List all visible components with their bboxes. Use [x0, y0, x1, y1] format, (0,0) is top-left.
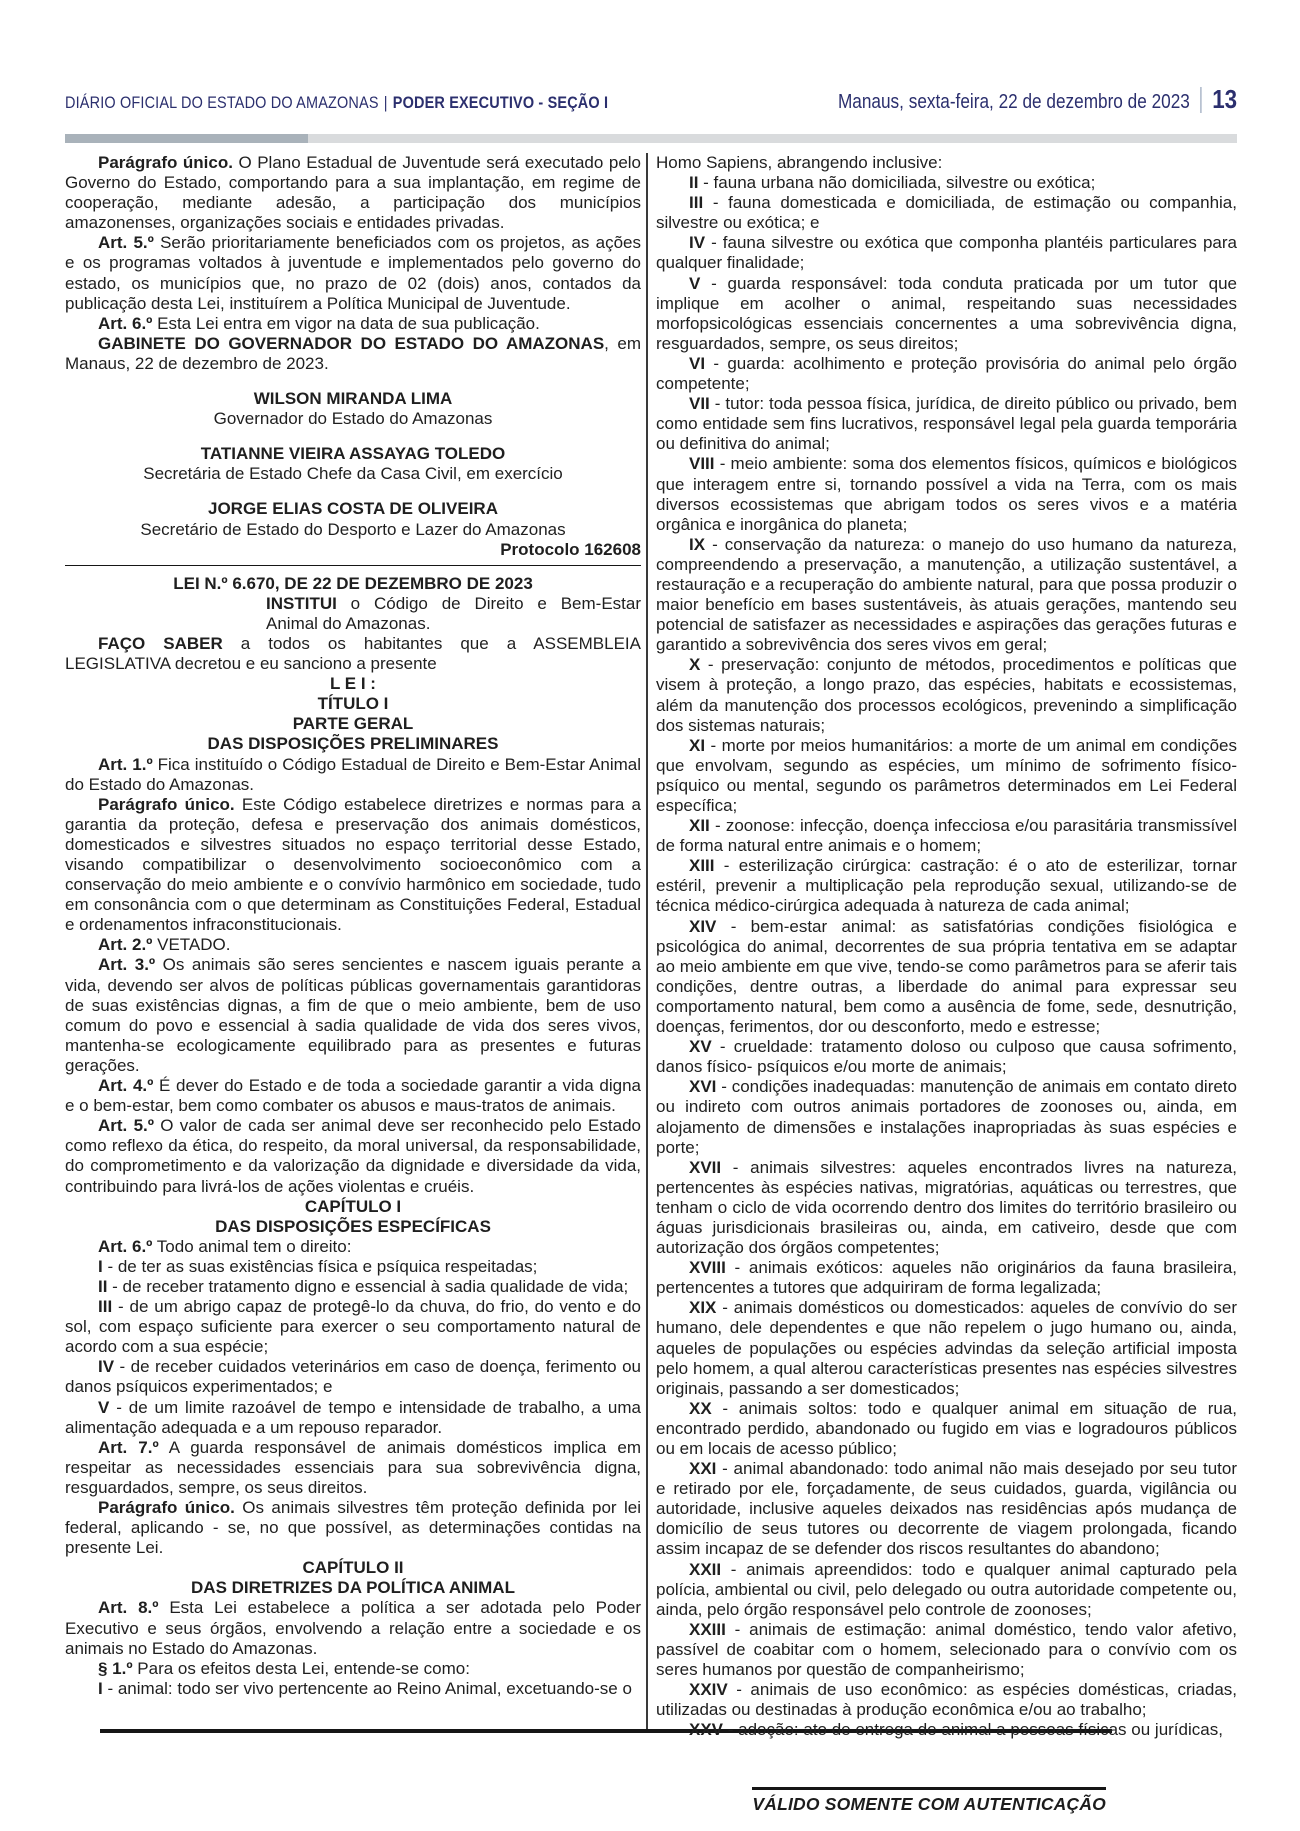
paragraph-lead: I — [98, 1678, 103, 1698]
centered-heading: TATIANNE VIEIRA ASSAYAG TOLEDO — [200, 444, 506, 464]
paragraph: Art. 7.º A guarda responsável de animais domésticos implica em respeitar as necessidades essenciais para sua sobrevivência digna, resguardados, sempre, os seus direitos. — [65, 1437, 641, 1497]
paragraph: VII - tutor: toda pessoa física, jurídica, de direito público ou privado, bem como entidade sem fins lucrativos, responsável legal pela guarda temporária ou definitiva do animal; — [656, 394, 1237, 454]
paragraph-lead: XI — [689, 735, 706, 755]
text-columns — [65, 153, 1237, 1740]
paragraph-lead: IX — [689, 534, 706, 554]
law-summary: INSTITUI o Código de Direito e Bem-Estar Animal do Amazonas. — [266, 593, 641, 633]
paragraph: I - de ter as suas existências física e psíquica respeitadas; — [98, 1256, 538, 1276]
paragraph: XIX - animais domésticos ou domesticados: aqueles de convívio do ser humano, dele dependentes e que não repelem o jugo humano ou, ainda, aqueles de populações ou espécies advindas da seleção artificial imposta pelo homem, a qual alterou características presentes nas espécies silvestres originais, passando a ser domesticados; — [656, 1298, 1237, 1398]
paragraph-lead: XVIII — [689, 1258, 726, 1278]
centered-heading: LEI N.º 6.670, DE 22 DE DEZEMBRO DE 2023 — [173, 573, 533, 593]
paragraph-lead: VIII — [689, 454, 715, 474]
paragraph: XXI - animal abandonado: todo animal não mais desejado por seu tutor e retirado por ele, forçadamente, de seus cuidados, guarda, vigilância ou autoridade, inclusive aqueles deixados nas residências após mudança de domicílio de seus tutores ou decorrente de viagem prolongada, ficando assim incapaz de se defender dos riscos resultantes do abandono; — [656, 1459, 1237, 1559]
paragraph-lead: XIV — [689, 916, 717, 936]
paragraph: Art. 8.º Esta Lei estabelece a política a ser adotada pelo Poder Executivo e seus órgãos, envolvendo a relação entre a sociedade e os animais no Estado do Amazonas. — [65, 1598, 641, 1658]
paragraph-lead: XVI — [689, 1077, 717, 1097]
paragraph: Art. 3.º Os animais são seres sencientes e nascem iguais perante a vida, devendo ser alvos de políticas públicas governamentais garantidoras de suas existências dignas, a fim de que o meio ambiente, bem de uso comum do povo e essencial à sadia qualidade de vida dos seres vivos, mantenha-se ecologicamente equilibrado para as presentes e futuras gerações. — [65, 955, 642, 1075]
paragraph: IV - de receber cuidados veterinários em caso de doença, ferimento ou danos psíquicos experimentados; e — [65, 1357, 641, 1397]
paragraph-lead: XII — [689, 816, 710, 836]
paragraph: GABINETE DO GOVERNADOR DO ESTADO DO AMAZONAS, em Manaus, 22 de dezembro de 2023. — [65, 333, 641, 373]
paragraph-lead: III — [689, 193, 704, 213]
paragraph-lead: IV — [689, 233, 706, 253]
spacer — [65, 429, 641, 444]
paragraph-lead: Parágrafo único. — [98, 153, 233, 172]
paragraph: V - guarda responsável: toda conduta praticada por um tutor que implique em acolher o animal, respeitando suas necessidades morfopsicológicas essenciais concernentes a uma sobrevivência digna, resguardados, sempre, os seus direitos; — [656, 273, 1237, 353]
paragraph-lead: Parágrafo único. — [98, 1498, 235, 1517]
paragraph: Art. 5.º Serão prioritariamente beneficiados com os projetos, as ações e os programas voltados à juventude e implementados pelo governo do estado, os municípios que, no prazo de 02 (dois) anos, contados da publicação desta Lei, instituírem a Política Municipal de Juventude. — [65, 233, 641, 313]
paragraph-lead: Art. 5.º — [98, 1116, 154, 1136]
spacer — [65, 374, 641, 389]
paragraph-lead: Art. 8.º — [98, 1598, 159, 1618]
paragraph-lead: IV — [98, 1357, 115, 1377]
paragraph-lead: INSTITUI — [266, 593, 337, 613]
paragraph-lead: XXV — [689, 1720, 724, 1740]
paragraph-lead: Art. 1.º — [98, 754, 153, 774]
centered-heading: DAS DISPOSIÇÕES PRELIMINARES — [207, 734, 499, 754]
paragraph: XXIV - animais de uso econômico: as espécies domésticas, criadas, utilizadas ou destinadas à produção econômica e/ou ao trabalho; — [656, 1680, 1237, 1720]
centered-heading: WILSON MIRANDA LIMA — [253, 389, 453, 409]
paragraph-lead: XXIII — [689, 1619, 726, 1639]
paragraph-lead: II — [689, 173, 699, 193]
paragraph-lead: Parágrafo único. — [98, 794, 235, 814]
paragraph: IV - fauna silvestre ou exótica que componha plantéis particulares para qualquer finalidade; — [656, 233, 1237, 273]
paragraph: XVIII - animais exóticos: aqueles não originários da fauna brasileira, pertencentes a tutores que adquiriram de forma legalizada; — [656, 1258, 1237, 1298]
paragraph-lead: II — [98, 1276, 108, 1296]
paragraph-lead: VII — [689, 394, 710, 414]
paragraph: Art. 4.º É dever do Estado e de toda a sociedade garantir a vida digna e o bem-estar, bem como combater os abusos e maus-tratos de animais. — [65, 1076, 642, 1116]
paragraph: Art. 6.º Esta Lei entra em vigor na data de sua publicação. — [98, 313, 540, 333]
paragraph: III - de um abrigo capaz de protegê-lo da chuva, do frio, do vento e do sol, com espaço suficiente para exercer o seu comportamento natural de acordo com a sua espécie; — [65, 1297, 641, 1357]
paragraph-lead: I — [98, 1256, 103, 1276]
paragraph: § 1.º Para os efeitos desta Lei, entende-se como: — [98, 1658, 470, 1678]
paragraph: Parágrafo único. Este Código estabelece diretrizes e normas para a garantia da proteção, defesa e preservação dos animais domésticos, domesticados e silvestres situados no espaço territorial desse Estado, visando compatibilizar o desenvolvimento socioeconômico com a conservação do meio ambiente e o convívio harmônico em sociedade, tudo em consonância com o que determinam as Constituições Federal, Estadual e ordenamentos infraconstitucionais. — [65, 794, 642, 935]
paragraph: VI - guarda: acolhimento e proteção provisória do animal pelo órgão competente; — [656, 353, 1237, 394]
bar-light-segment — [308, 134, 1237, 143]
paragraph: Art. 5.º O valor de cada ser animal deve ser reconhecido pelo Estado como reflexo da ética, do respeito, da moral universal, da responsabilidade, do comprometimento e da valorização da dignidade e diversidade da vida, contribuindo para livrá-los de ações violentas e cruéis. — [65, 1116, 641, 1196]
paragraph: III - fauna domesticada e domiciliada, de estimação ou companhia, silvestre ou exótica; e — [656, 193, 1237, 233]
spacer — [65, 484, 641, 499]
paragraph: XVII - animais silvestres: aqueles encontrados livres na natureza, pertencentes às espécies nativas, migratórias, aquáticas ou terrestres, que tenham o ciclo de vida ocorrendo dentro dos limites do território brasileiro ou águas jurisdicionais brasileiras ou, ainda, em cativeiro, desde que com autorização dos órgãos competentes; — [656, 1157, 1237, 1258]
paragraph-lead: Art. 7.º — [98, 1437, 159, 1457]
centered-heading: DAS DIRETRIZES DA POLÍTICA ANIMAL — [191, 1578, 515, 1598]
section-title: PODER EXECUTIVO - SEÇÃO I — [392, 93, 609, 112]
paragraph-lead: Art. 5.º — [98, 233, 154, 253]
header-bar — [65, 134, 1237, 143]
paragraph: II - fauna urbana não domiciliada, silvestre ou exótica; — [689, 173, 1096, 193]
masthead-separator: | — [383, 93, 388, 112]
paragraph: XXII - animais apreendidos: todo e qualquer animal capturado pela polícia, ambiental ou civil, pelo delegado ou outra autoridade competente ou, ainda, pelo órgão responsável pelo controle de zoonoses; — [656, 1559, 1237, 1619]
paragraph: VIII - meio ambiente: soma dos elementos físicos, químicos e biológicos que interagem entre si, tornando possível a vida na Terra, com os mais diversos ecossistemas que abrigam todos os seres vivos e a matéria orgânica e inorgânica do planeta; — [656, 454, 1237, 534]
paragraph: XV - crueldade: tratamento doloso ou culposo que causa sofrimento, danos físico- psíquicos e/ou morte de animais; — [656, 1037, 1237, 1077]
paragraph: XXIII - animais de estimação: animal doméstico, tendo valor afetivo, passível de coabitar com o homem, selecionado para o convívio com os seres humanos por questão de companheirismo; — [656, 1619, 1237, 1680]
paragraph: X - preservação: conjunto de métodos, procedimentos e políticas que visem à proteção, a longo prazo, das espécies, habitats e ecossistemas, além da manutenção dos processos ecológicos, prevenindo a simplificação dos sistemas naturais; — [656, 655, 1237, 735]
masthead — [65, 93, 608, 113]
centered-heading: Secretário de Estado do Desporto e Lazer do Amazonas — [140, 519, 566, 539]
masthead-title: DIÁRIO OFICIAL DO ESTADO DO AMAZONAS — [65, 93, 379, 112]
paragraph: XXV - adoção: ato de entrega de animal a pessoas físicas ou jurídicas, — [689, 1720, 1223, 1740]
paragraph: XII - zoonose: infecção, doença infecciosa e/ou parasitária transmissível de forma natural entre animais e o homem; — [656, 816, 1237, 856]
paragraph: XI - morte por meios humanitários: a morte de um animal em condições que envolvam, segundo as espécies, um mínimo de sofrimento físico-psíquico ou mental, segundo os parâmetros determinados em Lei Federal específica; — [656, 735, 1237, 815]
paragraph: FAÇO SABER a todos os habitantes que a ASSEMBLEIA LEGISLATIVA decretou e eu sanciono a presente — [65, 633, 641, 674]
centered-heading: CAPÍTULO II — [302, 1558, 404, 1578]
paragraph-lead: Art. 4.º — [98, 1076, 154, 1096]
centered-heading: TÍTULO I — [317, 694, 389, 714]
paragraph-lead: XIII — [689, 856, 715, 876]
paragraph-lead: XXII — [689, 1559, 722, 1579]
paragraph: Art. 6.º Todo animal tem o direito: — [98, 1236, 352, 1256]
centered-heading: PARTE GERAL — [292, 714, 414, 734]
paragraph: Art. 1.º Fica instituído o Código Estadual de Direito e Bem-Estar Animal do Estado do Amazonas. — [65, 754, 641, 794]
paragraph: V - de um limite razoável de tempo e intensidade de trabalho, a uma alimentação adequada e a um repouso reparador. — [65, 1397, 641, 1437]
right-column — [648, 153, 1237, 1740]
paragraph-lead: Art. 6.º — [98, 1236, 153, 1256]
left-column — [65, 153, 641, 1729]
paragraph: IX - conservação da natureza: o manejo do uso humano da natureza, compreendendo a preservação, a manutenção, a utilização sustentável, a restauração e a recuperação do ambiente natural, para que possa produzir o maior benefício em bases sustentáveis, às atuais gerações, mantendo seu potencial de satisfazer as necessidades e aspirações das gerações futuras e garantido a sobrevivência dos seres vivos em geral; — [656, 534, 1237, 655]
paragraph: I - animal: todo ser vivo pertencente ao Reino Animal, excetuando-se o — [98, 1678, 632, 1698]
paragraph-lead: XXI — [689, 1459, 717, 1479]
paragraph-lead: Art. 6.º — [98, 313, 153, 333]
paragraph-lead: III — [98, 1297, 113, 1317]
protocol-number: Protocolo 162608 — [500, 539, 641, 559]
paragraph-lead: X — [689, 655, 701, 675]
paragraph-lead: FAÇO SABER — [98, 633, 223, 653]
paragraph-lead: V — [98, 1397, 110, 1417]
paragraph-lead: GABINETE DO GOVERNADOR DO ESTADO DO AMAZONAS — [98, 333, 605, 353]
paragraph: Art. 2.º VETADO. — [98, 935, 231, 955]
bar-dark-segment — [65, 134, 308, 143]
paragraph-lead: XX — [689, 1398, 712, 1418]
paragraph: XX - animais soltos: todo e qualquer animal em situação de rua, encontrado perdido, abandonado ou fugido em vias e logradouros públicos ou em locais de acesso público; — [656, 1398, 1237, 1458]
paragraph-lead: Art. 3.º — [98, 955, 156, 975]
paragraph: XVI - condições inadequadas: manutenção de animais em contato direto ou indireto com outros animais portadores de zoonoses ou, ainda, em alojamento de dimensões e instalações inapropriadas às suas espécies e porte; — [656, 1077, 1237, 1157]
centered-heading: CAPÍTULO I — [304, 1196, 402, 1216]
centered-heading: DAS DISPOSIÇÕES ESPECÍFICAS — [215, 1216, 491, 1236]
page-number: 13 — [1212, 84, 1237, 114]
edition-date: Manaus, sexta-feira, 22 de dezembro de 2023 — [837, 91, 1190, 113]
paragraph-lead: § 1.º — [98, 1658, 133, 1678]
page-header — [65, 84, 1237, 114]
paragraph-lead: XVII — [689, 1157, 722, 1177]
centered-heading: Governador do Estado do Amazonas — [213, 409, 493, 429]
paragraph: Parágrafo único. Os animais silvestres têm proteção definida por lei federal, aplicando - se, no que possível, as determinações contidas na presente Lei. — [65, 1498, 641, 1558]
validity-notice: VÁLIDO SOMENTE COM AUTENTICAÇÃO — [752, 1787, 1106, 1815]
paragraph-lead: Art. 2.º — [98, 935, 153, 955]
paragraph: XIV - bem-estar animal: as satisfatórias condições fisiológica e psicológica do animal, decorrentes de sua própria tentativa em se adaptar ao meio ambiente em que vive, tendo-se como parâmetros para se aferir tais condições, dentre outras, a liberdade do animal para expressar seu comportamento natural, bem como a ausência de fome, sede, desnutrição, doenças, ferimentos, dor ou desconforto, medo e estresse; — [656, 916, 1237, 1037]
header-right — [838, 84, 1237, 115]
centered-heading: JORGE ELIAS COSTA DE OLIVEIRA — [208, 499, 498, 519]
header-divider — [1200, 87, 1202, 113]
paragraph-lead: XIX — [689, 1298, 717, 1318]
paragraph-lead: XXIV — [689, 1680, 728, 1700]
paragraph-lead: VI — [689, 353, 706, 373]
paragraph: II - de receber tratamento digno e essencial à sadia qualidade de vida; — [98, 1276, 629, 1296]
paragraph-lead: V — [689, 273, 701, 293]
paragraph: Parágrafo único. O Plano Estadual de Juventude será executado pelo Governo do Estado, comportando para a sua implantação, em regime de cooperação, mediante adesão, a participação dos municípios amazonenses, organizações sociais e entidades privadas. — [65, 153, 642, 233]
centered-heading: L E I : — [330, 674, 376, 694]
paragraph: XIII - esterilização cirúrgica: castração: é o ato de esterilizar, tornar estéril, prevenir a multiplicação pela reprodução sexual, utilizando-se de técnica médico-cirúrgica adequada à natureza de cada animal; — [656, 856, 1237, 916]
centered-heading: Secretária de Estado Chefe da Casa Civil, em exercício — [143, 464, 563, 484]
paragraph-continuation: Homo Sapiens, abrangendo inclusive: — [656, 153, 943, 172]
separator-rule — [65, 565, 641, 566]
paragraph-lead: XV — [689, 1037, 712, 1057]
